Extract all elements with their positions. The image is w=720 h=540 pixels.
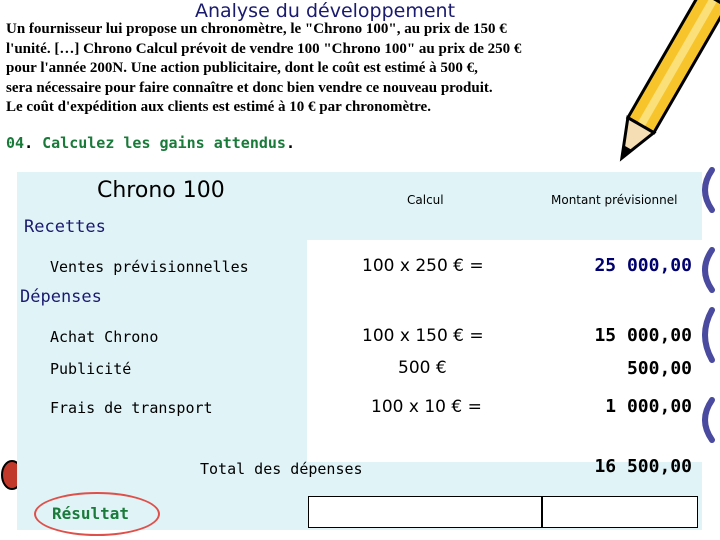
question-sep: . [24, 134, 43, 152]
achat-calc: 100 x 150 € = [362, 326, 484, 346]
achat-amount: 15 000,00 [594, 325, 692, 346]
frais-calc: 100 x 10 € = [371, 397, 482, 417]
depenses-label: Dépenses [20, 287, 102, 307]
resultat-label: Résultat [52, 504, 130, 523]
intro-line: Le coût d'expédition aux clients est estimé à 10 € par chronomètre. [6, 99, 431, 115]
intro-text [6, 20, 636, 118]
total-amount: 16 500,00 [594, 456, 692, 477]
question [6, 134, 295, 152]
slide-title: Analyse du développement [194, 0, 456, 22]
header-calcul: Calcul [407, 193, 444, 207]
product-name: Chrono 100 [97, 178, 225, 203]
frais-amount: 1 000,00 [605, 396, 692, 417]
intro-line: l'unité. […] Chrono Calcul prévoit de vendre 100 "Chrono 100" au prix de 250 € [6, 40, 522, 57]
question-number: 04 [6, 134, 25, 152]
pub-amount: 500,00 [626, 358, 692, 379]
ventes-calc: 100 x 250 € = [362, 256, 484, 276]
pub-calc: 500 € [398, 358, 447, 378]
pub-label: Publicité [50, 360, 132, 378]
intro-line: Un fournisseur lui propose un chronomètre, le "Chrono 100", au prix de 150 € [6, 21, 507, 37]
frais-label: Frais de transport [50, 399, 213, 417]
question-text: Calculez les gains attendus [42, 134, 286, 152]
ventes-amount: 25 000,00 [594, 255, 692, 276]
recettes-label: Recettes [24, 217, 106, 237]
intro-line: pour l'année 200N. Une action publicitaire, dont le coût est estimé à 500 €, [6, 60, 478, 76]
intro-line: sera nécessaire pour faire connaître et donc bien vendre ce nouveau produit. [6, 79, 493, 96]
achat-label: Achat Chrono [50, 328, 159, 346]
ventes-label: Ventes prévisionnelles [50, 258, 249, 276]
resultat-amount-cell[interactable] [542, 496, 698, 528]
resultat-calc-cell[interactable] [308, 496, 542, 528]
total-label: Total des dépenses [200, 460, 363, 478]
question-end: . [285, 134, 295, 152]
header-montant: Montant prévisionnel [551, 193, 678, 207]
